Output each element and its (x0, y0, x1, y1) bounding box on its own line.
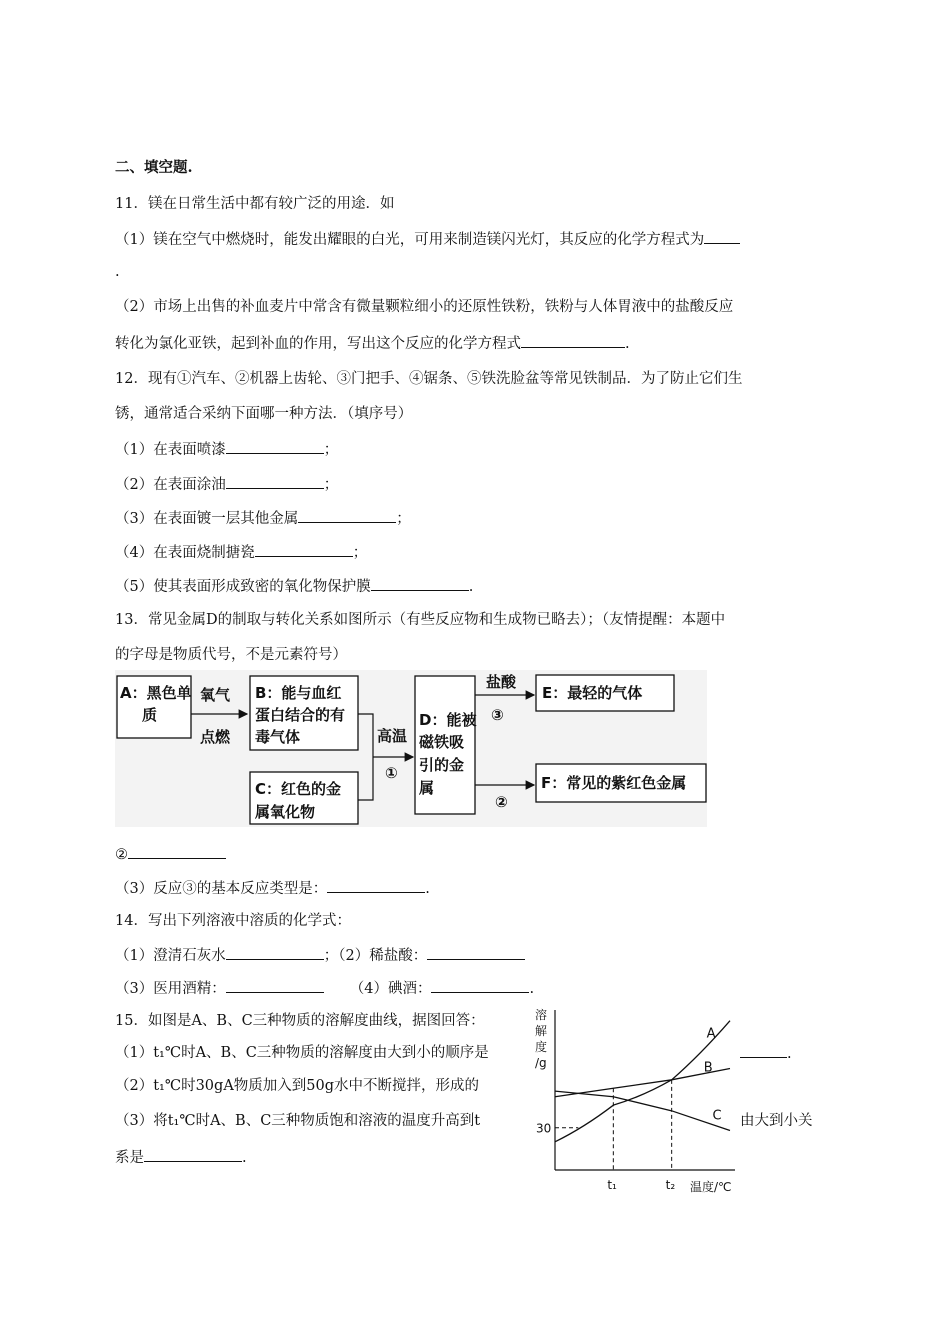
box-d-line: 引的金 (419, 756, 465, 774)
q15-part1: （1）t₁℃时A、B、C三种物质的溶解度由大到小的顺序是 (115, 1045, 489, 1061)
q12-item-text: （2）在表面涂油 (115, 477, 226, 493)
answer-blank[interactable] (226, 978, 324, 993)
q12-item (115, 474, 338, 495)
q12-item-end: ； (352, 545, 368, 561)
q15-part3-tail: 由大到小关 (740, 1113, 813, 1129)
label-reaction-1: ① (385, 764, 398, 782)
answer-blank[interactable] (226, 439, 324, 454)
q15-part3-line2-text: 系是 (115, 1150, 144, 1166)
q14-row1 (115, 945, 525, 966)
q13-part3-text: （3）反应③的基本反应类型是： (115, 881, 328, 897)
x-tick-label: t₂ (665, 1178, 676, 1192)
answer-blank[interactable] (128, 844, 226, 859)
label-hydrochloric-acid: 盐酸 (486, 673, 517, 691)
q11-stem: 11．镁在日常生活中都有较广泛的用途．如 (115, 196, 395, 212)
q12-item (115, 508, 411, 529)
q13-answer-2 (115, 844, 226, 865)
answer-blank[interactable] (431, 978, 529, 993)
box-a-line: 质 (142, 706, 158, 724)
answer-blank[interactable] (144, 1147, 242, 1162)
q12-item-end: ； (323, 477, 339, 493)
label-reaction-2: ② (495, 793, 508, 811)
q13-stem-line2: 的字母是物质代号，不是元素符号） (115, 647, 347, 663)
q15-stem: 15．如图是A、B、C三种物质的溶解度曲线，据图回答： (115, 1013, 485, 1029)
q15-part3-line2 (115, 1147, 247, 1168)
q12-stem-line1: 12．现有①汽车、②机器上齿轮、③门把手、④锯条、⑤铁洗脸盆等常见铁制品．为了防止它们生 (115, 371, 743, 387)
answer-blank[interactable] (704, 229, 740, 244)
q13-part3-end: . (425, 881, 430, 897)
answer-blank[interactable] (521, 333, 625, 348)
q15-part3-end: . (242, 1150, 247, 1166)
answer-blank[interactable] (226, 474, 324, 489)
y-axis-label: 溶 (535, 1008, 548, 1022)
box-b-line: 蛋白结合的有 (255, 706, 346, 724)
q15-part1-end: . (787, 1046, 792, 1062)
box-b-line: 毒气体 (255, 728, 301, 746)
q15-part2: （2）t₁℃时30gA物质加入到50g水中不断搅拌，形成的 (115, 1078, 480, 1094)
box-d-line: 属 (419, 779, 435, 797)
label-oxygen: 氧气 (200, 686, 231, 704)
box-c-line: C：红色的金 (255, 780, 342, 798)
q12-item-text: （4）在表面烧制搪瓷 (115, 545, 255, 561)
q11-part1-text: （1）镁在空气中燃烧时，能发出耀眼的白光，可用来制造镁闪光灯，其反应的化学方程式为 (115, 232, 705, 248)
series-label-a: A (706, 1026, 716, 1042)
box-b-line: B：能与血红 (255, 684, 342, 702)
answer-blank[interactable] (226, 945, 324, 960)
q12-item (115, 576, 473, 597)
box-d-line: D：能被 (419, 711, 477, 729)
q14-item1: （1）澄清石灰水 (115, 948, 226, 964)
q15-part3: （3）将t₁℃时A、B、C三种物质饱和溶液的温度升高到t (115, 1113, 481, 1129)
section-heading: 二、填空题. (115, 159, 193, 176)
q12-item (115, 439, 338, 460)
answer-blank[interactable] (427, 945, 525, 960)
label-ignite: 点燃 (200, 728, 231, 746)
y-axis-label: 解 (535, 1024, 548, 1038)
q14-sep: ； (323, 948, 339, 964)
series-label-b: B (703, 1060, 713, 1076)
q14-item3: （3）医用酒精： (115, 981, 226, 997)
label-high-temp: 高温 (377, 727, 408, 745)
answer-blank[interactable] (298, 508, 396, 523)
label-reaction-3: ③ (491, 706, 504, 724)
q12-item (115, 542, 367, 563)
q15-part1-tail (737, 1043, 792, 1064)
q12-item-end: ； (396, 511, 411, 527)
q12-item-text: （1）在表面喷漆 (115, 442, 226, 458)
y-axis-label: 度 (535, 1040, 548, 1054)
y-axis-label: /g (535, 1056, 547, 1070)
x-axis-label: 温度/℃ (690, 1180, 732, 1194)
y-tick-label: 30 (536, 1121, 552, 1136)
answer-blank[interactable] (371, 576, 469, 591)
q14-item2: （2）稀盐酸： (338, 948, 428, 964)
q11-part1-end: . (115, 264, 120, 280)
box-f-text: F：常见的紫红色金属 (541, 774, 687, 792)
box-e-text: E：最轻的气体 (542, 684, 643, 702)
q14-item4: （4）碘酒： (349, 981, 432, 997)
series-label-c: C (712, 1108, 722, 1124)
q11-part2-line1: （2）市场上出售的补血麦片中常含有微量颗粒细小的还原性铁粉，铁粉与人体胃液中的盐酸反应 (115, 299, 734, 315)
q11-part1 (115, 229, 740, 250)
q11-part2-text: 转化为氯化亚铁，起到补血的作用，写出这个反应的化学方程式 (115, 336, 521, 352)
q12-item-text: （3）在表面镀一层其他金属 (115, 511, 299, 527)
q12-item-end: . (468, 579, 474, 595)
box-d-line: 磁铁吸 (419, 733, 465, 751)
q12-item-text: （5）使其表面形成致密的氧化物保护膜 (115, 579, 371, 595)
answer-blank[interactable] (327, 878, 425, 893)
q11-part2-end: . (625, 336, 630, 352)
answer-blank[interactable] (255, 542, 353, 557)
reaction-flow-diagram (115, 670, 707, 827)
q12-stem-line2: 锈，通常适合采纳下面哪一种方法．（填序号） (115, 406, 413, 422)
box-c-line: 属氧化物 (255, 803, 316, 821)
solubility-chart (530, 1005, 740, 1195)
x-tick-label: t₁ (607, 1178, 617, 1192)
q13-part3 (115, 878, 430, 899)
q13-answer-2-label: ② (115, 847, 128, 863)
answer-blank[interactable] (737, 1043, 787, 1058)
q11-part2-line2 (115, 333, 630, 354)
q14-end: . (529, 981, 535, 997)
q12-item-end: ； (323, 442, 339, 458)
q13-stem-line1: 13．常见金属D的制取与转化关系如图所示（有些反应物和生成物已略去）；（友情提醒：本题中 (115, 612, 726, 628)
q14-row2 (115, 978, 534, 999)
box-a-line: A：黑色单 (120, 684, 192, 702)
q14-stem: 14．写出下列溶液中溶质的化学式： (115, 913, 351, 929)
